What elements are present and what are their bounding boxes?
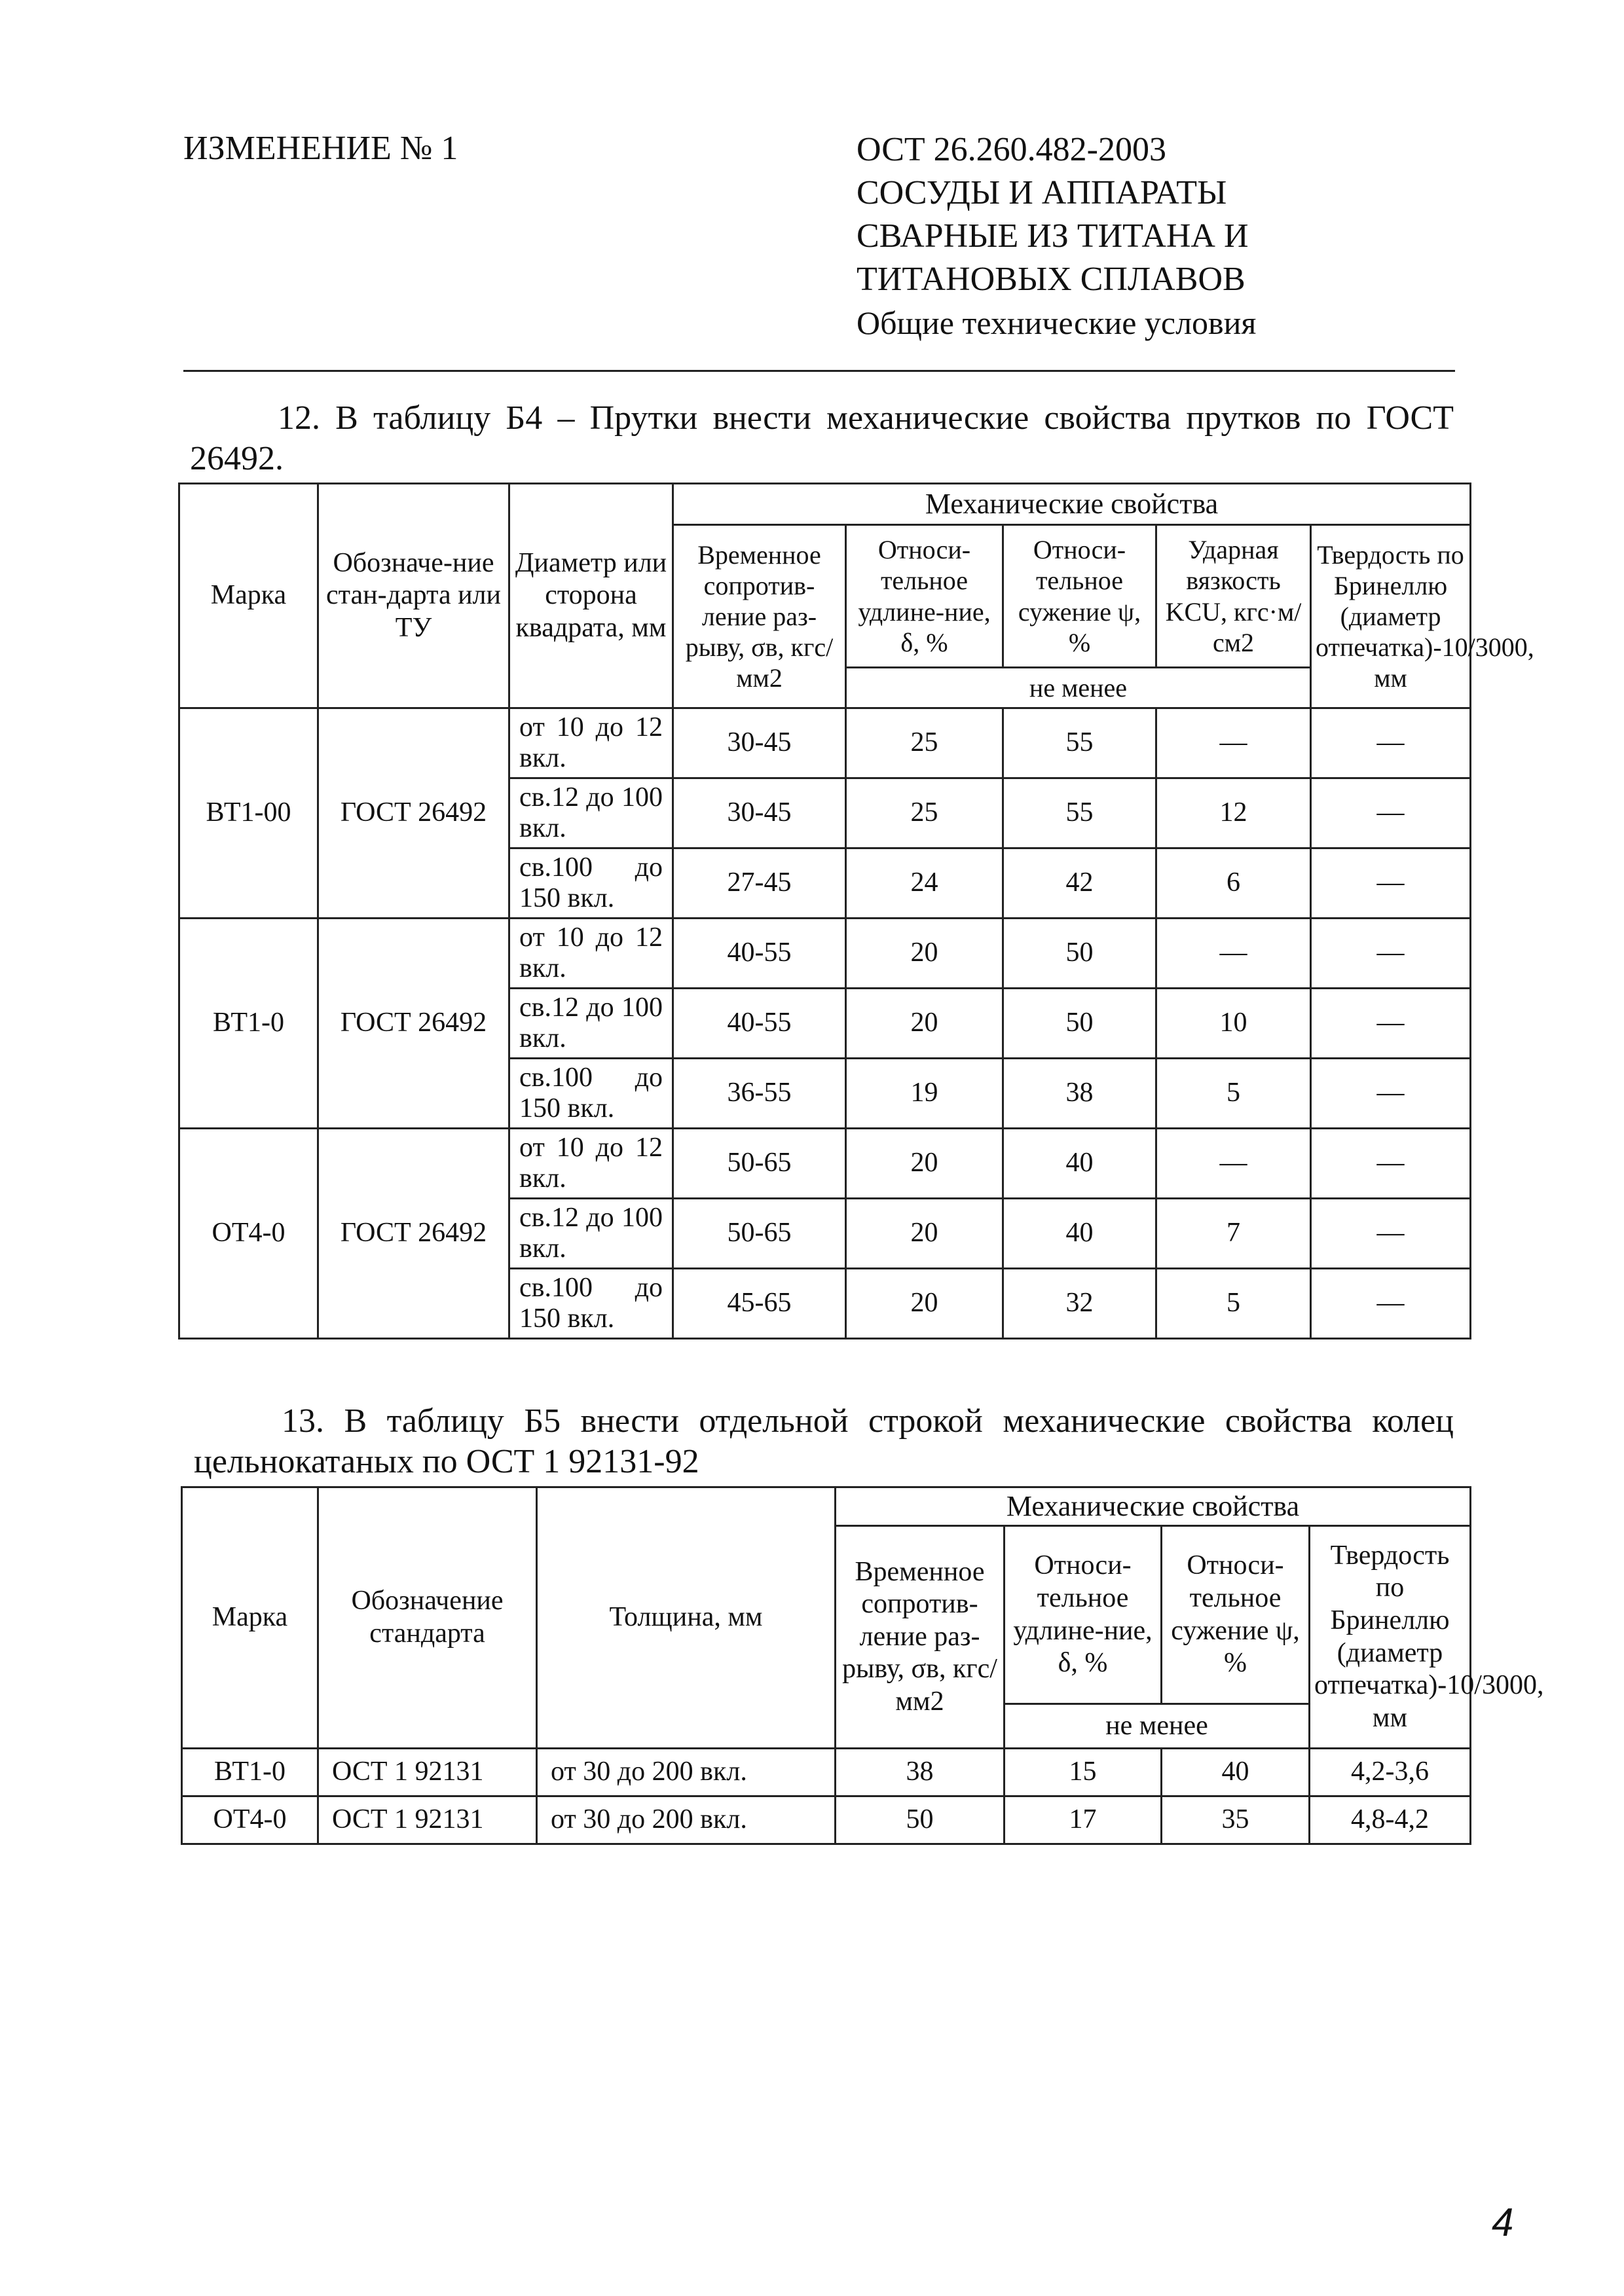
hardness-cell: — [1311, 1269, 1471, 1339]
hardness-cell: — [1311, 1199, 1471, 1269]
strength-cell: 45-65 [673, 1269, 846, 1339]
item-12-sentence: 12. В таблицу Б4 – Прутки внести механические свойства прутков по ГОСТ 26492. [190, 399, 1454, 477]
col-standard-header: Обозначение стандарта [318, 1487, 537, 1749]
elongation-cell: 20 [846, 1199, 1003, 1269]
hardness-cell: 4,8-4,2 [1310, 1796, 1471, 1844]
reduction-cell: 42 [1003, 848, 1156, 919]
mech-properties-header: Механические свойства [836, 1487, 1471, 1526]
col-strength-header: Временное сопротив-ление раз-рыву, σв, кгс/мм2 [673, 525, 846, 708]
standard-cell: ОСТ 1 92131 [318, 1749, 537, 1796]
table-row [179, 1129, 1471, 1199]
grade-cell: ВТ1-0 [182, 1749, 318, 1796]
impact-cell: 10 [1156, 989, 1311, 1059]
hardness-cell: — [1311, 848, 1471, 919]
table-b5 [181, 1486, 1544, 1845]
size-cell: от 10 до 12 вкл. [509, 708, 673, 778]
grade-cell: ОТ4-0 [182, 1796, 318, 1844]
impact-cell: — [1156, 708, 1311, 778]
table-row [182, 1796, 1471, 1844]
table-row [182, 1749, 1471, 1796]
table-row [179, 708, 1471, 778]
reduction-cell: 35 [1162, 1796, 1310, 1844]
not-less-header: не менее [1005, 1704, 1310, 1749]
hardness-cell: 4,2-3,6 [1310, 1749, 1471, 1796]
strength-cell: 36-55 [673, 1059, 846, 1129]
page-number: 4 [1492, 2200, 1514, 2244]
table-row [179, 919, 1471, 989]
strength-cell: 40-55 [673, 989, 846, 1059]
size-cell: св.100 до 150 вкл. [509, 848, 673, 919]
standard-number: ОСТ 26.260.482-2003 [857, 131, 1166, 168]
thickness-cell: от 30 до 200 вкл. [537, 1749, 836, 1796]
reduction-cell: 32 [1003, 1269, 1156, 1339]
standard-cell: ГОСТ 26492 [318, 1129, 509, 1339]
elongation-cell: 25 [846, 708, 1003, 778]
hardness-cell: — [1311, 1059, 1471, 1129]
hardness-cell: — [1311, 708, 1471, 778]
reduction-cell: 50 [1003, 919, 1156, 989]
reduction-cell: 50 [1003, 989, 1156, 1059]
size-cell: св.12 до 100 вкл. [509, 989, 673, 1059]
impact-cell: 5 [1156, 1059, 1311, 1129]
strength-cell: 50 [836, 1796, 1005, 1844]
item-13-sentence: 13. В таблицу Б5 внести отдельной строкой механические свойства колец цельнокатаных по ОСТ 1 92131-92 [194, 1402, 1454, 1480]
item-12-text [190, 398, 1454, 479]
item-13-text [194, 1401, 1454, 1482]
size-cell: от 10 до 12 вкл. [509, 919, 673, 989]
col-strength-header: Временное сопротив-ление раз-рыву, σв, кгс/мм2 [836, 1526, 1005, 1749]
elongation-cell: 20 [846, 1269, 1003, 1339]
title-line-1: СОСУДЫ И АППАРАТЫ [857, 174, 1227, 211]
size-cell: св.12 до 100 вкл. [509, 778, 673, 848]
hardness-cell: — [1311, 919, 1471, 989]
impact-cell: 5 [1156, 1269, 1311, 1339]
elongation-cell: 19 [846, 1059, 1003, 1129]
title-line-2: СВАРНЫЕ ИЗ ТИТАНА И [857, 217, 1249, 255]
col-impact-header: Ударная вязкость KCU, кгс·м/см2 [1156, 525, 1311, 668]
strength-cell: 30-45 [673, 708, 846, 778]
hardness-cell: — [1311, 989, 1471, 1059]
reduction-cell: 40 [1162, 1749, 1310, 1796]
thickness-cell: от 30 до 200 вкл. [537, 1796, 836, 1844]
reduction-cell: 40 [1003, 1129, 1156, 1199]
reduction-cell: 38 [1003, 1059, 1156, 1129]
col-elongation-header: Относи-тельное удлине-ние, δ, % [846, 525, 1003, 668]
elongation-cell: 17 [1005, 1796, 1162, 1844]
grade-cell: ВТ1-00 [179, 708, 318, 919]
mech-properties-header: Механические свойства [673, 484, 1471, 525]
impact-cell: 12 [1156, 778, 1311, 848]
col-thickness-header: Толщина, мм [537, 1487, 836, 1749]
size-cell: св.100 до 150 вкл. [509, 1059, 673, 1129]
reduction-cell: 40 [1003, 1199, 1156, 1269]
not-less-header: не менее [846, 668, 1311, 708]
elongation-cell: 15 [1005, 1749, 1162, 1796]
change-label: ИЗМЕНЕНИЕ № 1 [183, 130, 458, 167]
hardness-cell: — [1311, 778, 1471, 848]
col-grade-header: Марка [179, 484, 318, 708]
reduction-cell: 55 [1003, 778, 1156, 848]
strength-cell: 27-45 [673, 848, 846, 919]
standard-cell: ГОСТ 26492 [318, 708, 509, 919]
impact-cell: — [1156, 919, 1311, 989]
col-reduction-header: Относи-тельное сужение ψ, % [1003, 525, 1156, 668]
elongation-cell: 20 [846, 1129, 1003, 1199]
elongation-cell: 25 [846, 778, 1003, 848]
standard-cell: ОСТ 1 92131 [318, 1796, 537, 1844]
header-divider [183, 370, 1455, 372]
impact-cell: 6 [1156, 848, 1311, 919]
document-subtitle: Общие технические условия [857, 304, 1257, 341]
col-diameter-header: Диаметр или сторона квадрата, мм [509, 484, 673, 708]
strength-cell: 50-65 [673, 1129, 846, 1199]
size-cell: св.100 до 150 вкл. [509, 1269, 673, 1339]
impact-cell: — [1156, 1129, 1311, 1199]
grade-cell: ОТ4-0 [179, 1129, 318, 1339]
col-hardness-header: Твердость по Бринеллю (диаметр отпечатка)-10/3000, мм [1311, 525, 1471, 708]
elongation-cell: 24 [846, 848, 1003, 919]
col-reduction-header: Относи-тельное сужение ψ, % [1162, 1526, 1310, 1704]
col-grade-header: Марка [182, 1487, 318, 1749]
title-line-3: ТИТАНОВЫХ СПЛАВОВ [857, 261, 1246, 298]
strength-cell: 40-55 [673, 919, 846, 989]
size-cell: св.12 до 100 вкл. [509, 1199, 673, 1269]
strength-cell: 38 [836, 1749, 1005, 1796]
grade-cell: ВТ1-0 [179, 919, 318, 1129]
size-cell: от 10 до 12 вкл. [509, 1129, 673, 1199]
col-standard-header: Обозначе-ние стан-дарта или ТУ [318, 484, 509, 708]
strength-cell: 30-45 [673, 778, 846, 848]
document-header [857, 128, 1256, 344]
elongation-cell: 20 [846, 919, 1003, 989]
strength-cell: 50-65 [673, 1199, 846, 1269]
standard-cell: ГОСТ 26492 [318, 919, 509, 1129]
col-elongation-header: Относи-тельное удлине-ние, δ, % [1005, 1526, 1162, 1704]
hardness-cell: — [1311, 1129, 1471, 1199]
table-b4 [178, 483, 1534, 1339]
col-hardness-header: Твердость по Бринеллю (диаметр отпечатка)-10/3000, мм [1310, 1526, 1471, 1749]
impact-cell: 7 [1156, 1199, 1311, 1269]
elongation-cell: 20 [846, 989, 1003, 1059]
reduction-cell: 55 [1003, 708, 1156, 778]
